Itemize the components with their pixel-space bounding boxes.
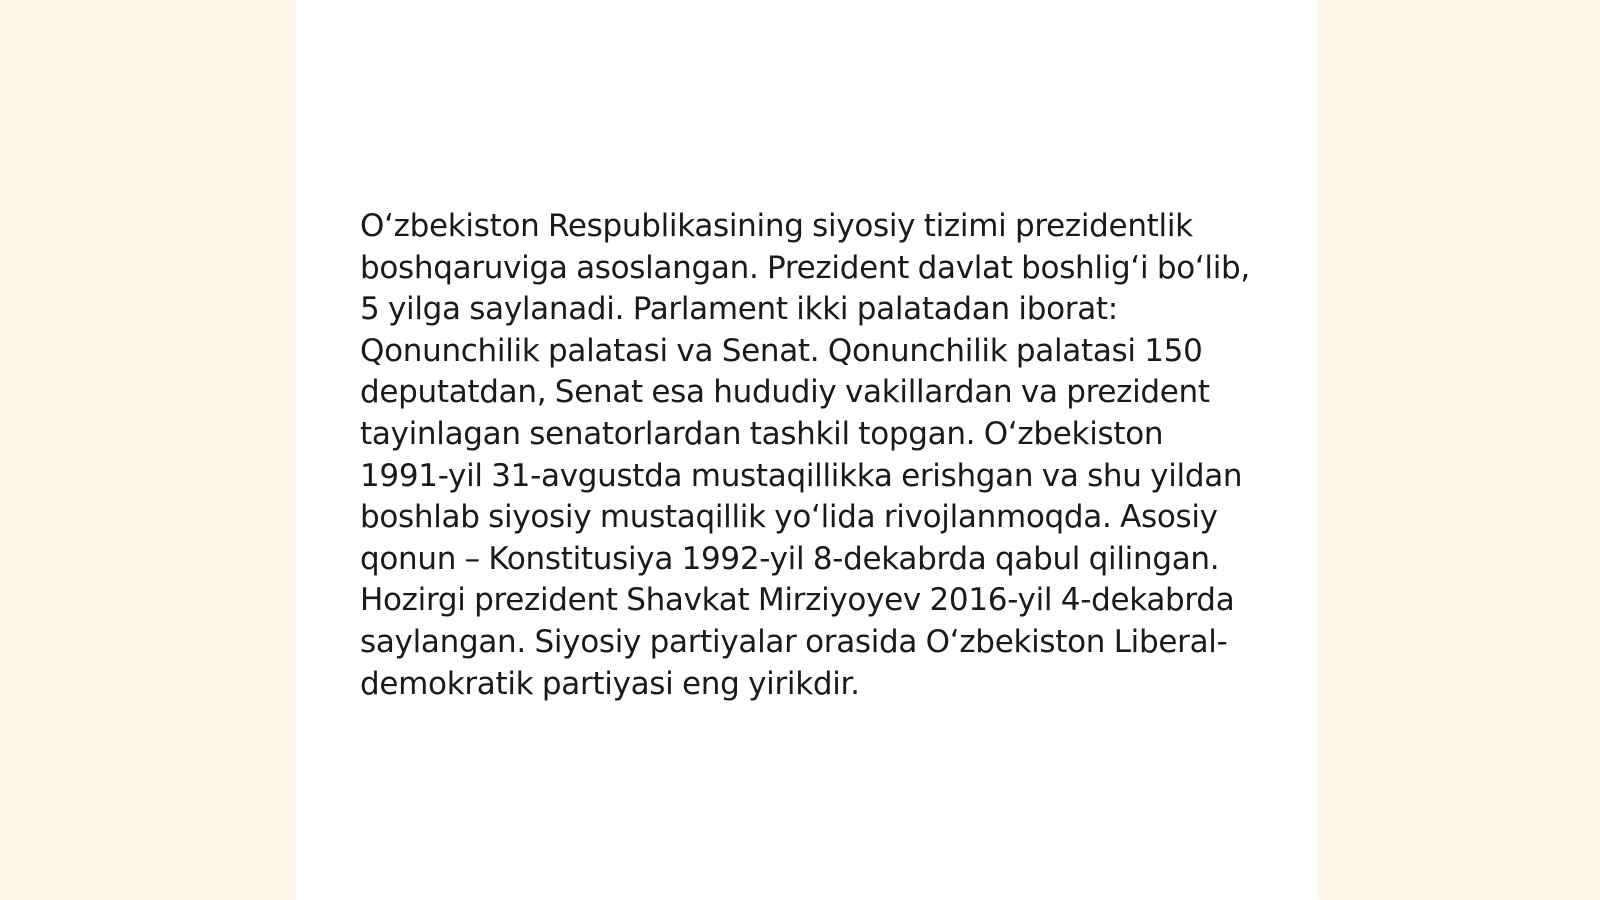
- document-page: [296, 0, 1318, 900]
- body-paragraph: O‘zbekiston Respublikasining siyosiy tizimi prezidentlik boshqaruviga asoslangan. Prezident davlat boshlig‘i bo‘lib, 5 yilga saylanadi. Parlament ikki palatadan iborat: Qonunchilik palatasi va Senat. Qonunchilik palatasi 150 deputatdan, Senat esa hududiy vakillardan va prezident tayinlagan senatorlardan tashkil topgan. O‘zbekiston 1991-yil 31-avgustda mustaqillikka erishgan va shu yildan boshlab siyosiy mustaqillik yo‘lida rivojlanmoqda. Asosiy qonun – Konstitusiya 1992-yil 8-dekabrda qabul qilingan. Hozirgi prezident Shavkat Mirziyoyev 2016-yil 4-dekabrda saylangan. Siyosiy partiyalar orasida O‘zbekiston Liberal-demokratik partiyasi eng yirikdir.: [360, 208, 1250, 702]
